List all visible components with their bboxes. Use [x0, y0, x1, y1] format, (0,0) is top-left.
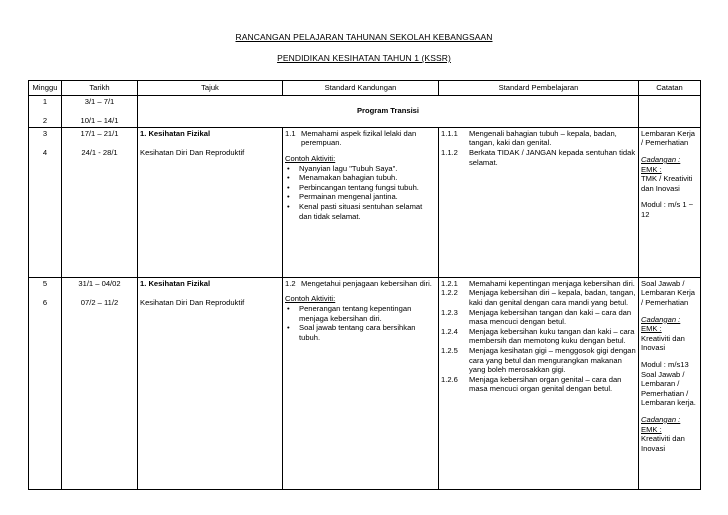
date-cell: 3/1 – 7/1 10/1 – 14/1 [62, 95, 138, 127]
learning-standard-cell: 1.1.1 Mengenali bahagian tubuh – kepala, badan, tangan, kaki dan genital. 1.1.2 Berkata TIDAK / JANGAN kepada sentuhan tidak selamat. [439, 127, 639, 277]
table-row [29, 127, 701, 277]
topic-cell: 1. Kesihatan Fizikal Kesihatan Diri Dan Reproduktif [138, 277, 283, 489]
list-item: • Menamakan bahagian tubuh. [299, 173, 436, 183]
transition-label: Program Transisi [138, 95, 639, 127]
col-header-catatan: Catatan [639, 81, 701, 96]
list-item: • Penerangan tentang kepentingan menjaga kebersihan diri. [299, 304, 436, 323]
lesson-plan-table [28, 80, 701, 490]
topic-cell: 1. Kesihatan Fizikal Kesihatan Diri Dan Reproduktif [138, 127, 283, 277]
learning-standard-cell: 1.2.1 Memahami kepentingan menjaga kebersihan diri. 1.2.2 Menjaga kebersihan diri – kepala, badan, tangan, kaki dan genital dengan cara mandi yang betul. 1.2.3 Menjaga kebersihan tangan dan kaki – cara dan masa mencuci dengan betul. 1.2.4 Menjaga kebersihan kuku tangan dan kaki – cara membersih dan memotong kuku dengan betul. 1.2.5 Menjaga kesihatan gigi – menggosok gigi dengan cara yang betul dan mengurangkan makanan yang boleh merosakkan gigi. 1.2.6 Menjaga kebersihan organ genital – cara dan masa mencuci organ genital dengan betul. [439, 277, 639, 489]
list-item: • Nyanyian lagu "Tubuh Saya". [299, 164, 436, 174]
list-item: • Perbincangan tentang fungsi tubuh. [299, 183, 436, 193]
content-standard-cell: 1.1 Memahami aspek fizikal lelaki dan perempuan. Contoh Aktiviti: • Nyanyian lagu "Tubuh Saya". • Menamakan bahagian tubuh. • Perbincangan tentang fungsi tubuh. • Permainan mengenal jantina. • Kenal pasti situasi sentuhan selamat dan tidak selamat. [283, 127, 439, 277]
week-cell: 5 6 [29, 277, 62, 489]
list-item: • Soal jawab tentang cara bersihkan tubuh. [299, 323, 436, 342]
list-item: • Permainan mengenal jantina. [299, 192, 436, 202]
col-header-tarikh: Tarikh [62, 81, 138, 96]
activity-list [285, 304, 436, 342]
date-cell: 31/1 – 04/02 07/2 – 11/2 [62, 277, 138, 489]
table-row [29, 95, 701, 127]
content-standard-cell: 1.2 Mengetahui penjagaan kebersihan diri. Contoh Aktiviti: • Penerangan tentang kepentingan menjaga kebersihan diri. • Soal jawab tentang cara bersihkan tubuh. [283, 277, 439, 489]
notes-cell: Lembaran Kerja / Pemerhatian Cadangan : EMK : TMK / Kreativiti dan Inovasi Modul : m/s 1 ~ 12 [639, 127, 701, 277]
col-header-standard-pembelajaran: Standard Pembelajaran [439, 81, 639, 96]
col-header-standard-kandungan: Standard Kandungan [283, 81, 439, 96]
col-header-minggu: Minggu [29, 81, 62, 96]
activity-list [285, 164, 436, 222]
list-item: • Kenal pasti situasi sentuhan selamat dan tidak selamat. [299, 202, 436, 221]
table-row [29, 277, 701, 489]
date-cell: 17/1 – 21/1 24/1 - 28/1 [62, 127, 138, 277]
col-header-tajuk: Tajuk [138, 81, 283, 96]
table-header-row [29, 81, 701, 96]
document-subtitle: PENDIDIKAN KESIHATAN TAHUN 1 (KSSR) [277, 53, 451, 63]
notes-cell: Soal Jawab / Lembaran Kerja / Pemerhatian Cadangan : EMK : Kreativiti dan Inovasi Modul : m/s13 Soal Jawab / Lembaran / Pemerhatian / Lembaran kerja. Cadangan : EMK : Kreativiti dan Inovasi [639, 277, 701, 489]
week-cell: 1 2 [29, 95, 62, 127]
week-cell: 3 4 [29, 127, 62, 277]
document-title: RANCANGAN PELAJARAN TAHUNAN SEKOLAH KEBANGSAAN [235, 32, 493, 42]
